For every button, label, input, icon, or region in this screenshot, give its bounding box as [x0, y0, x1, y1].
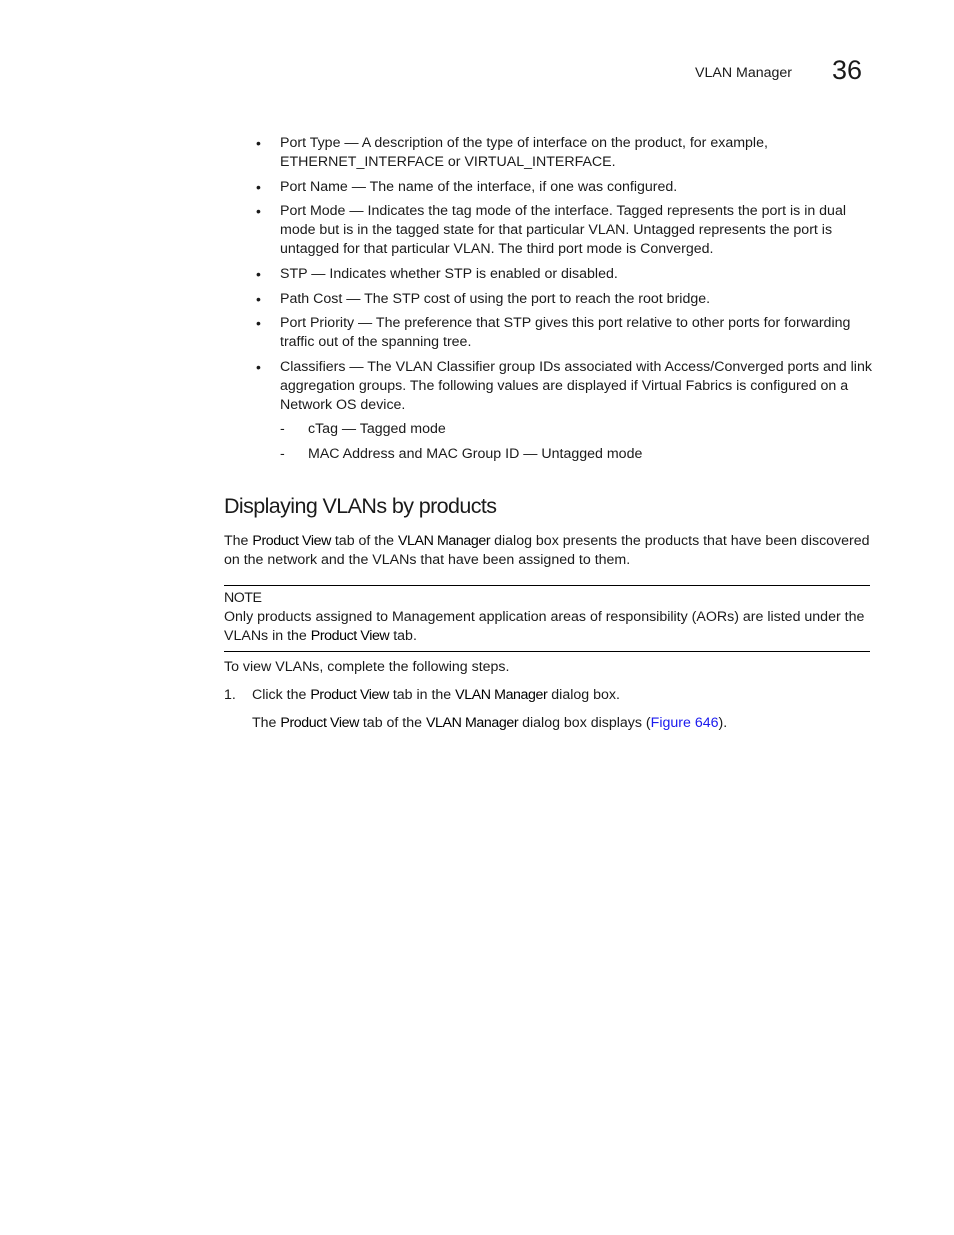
text-run: Only products assigned to Management application areas of responsibility (AORs) are listed under the VLANs in the [224, 608, 865, 644]
text-run: ). [718, 715, 728, 731]
sub-list-item [280, 420, 872, 439]
text-run: tab. [389, 627, 417, 644]
list-item [256, 202, 872, 258]
list-item [256, 178, 872, 197]
note-box [224, 585, 870, 652]
section-heading: Displaying VLANs by products [224, 494, 497, 518]
field-description-list [256, 134, 872, 470]
list-item-text: Classifiers — The VLAN Classifier group IDs associated with Access/Converged ports and link aggregation groups. The following values are displayed if Virtual Fabrics is configured on a Network OS device. [280, 358, 872, 413]
list-item [256, 358, 872, 464]
note-title: NOTE [224, 590, 262, 606]
section-intro [224, 532, 870, 570]
bullet-icon: • [256, 178, 261, 195]
ui-term: VLAN Manager [455, 687, 548, 703]
list-item [256, 314, 872, 352]
figure-link[interactable]: Figure 646 [650, 715, 719, 731]
bullet-icon: • [256, 203, 261, 220]
list-item [256, 290, 872, 309]
bullet-icon: • [256, 290, 261, 307]
sub-list-item [280, 445, 872, 464]
steps-intro: To view VLANs, complete the following steps. [224, 659, 510, 675]
bullet-icon: • [256, 315, 261, 332]
text-run: dialog box. [547, 687, 620, 703]
step-number: 1. [224, 687, 236, 703]
text-run: tab of the [358, 715, 426, 731]
note-text [224, 608, 870, 646]
bullet-icon: • [256, 358, 261, 375]
text-run: Click the [252, 687, 311, 703]
list-item [256, 134, 872, 172]
step-1-result [252, 714, 870, 733]
text-run: tab in the [388, 687, 456, 703]
ui-term: Product View [310, 687, 389, 703]
sub-list-item-text: MAC Address and MAC Group ID — Untagged mode [308, 446, 643, 463]
bullet-icon: • [256, 265, 261, 282]
list-item-text: Port Mode — Indicates the tag mode of the interface. Tagged represents the port is in dual mode but is in the tagged state for that particular VLAN. Untagged represents the port is untagged for that particular VLAN. The third port mode is Converged. [280, 203, 846, 257]
list-item-text: Port Priority — The preference that STP gives this port relative to other ports for forwarding traffic out of the spanning tree. [280, 315, 851, 351]
classifier-values-list [280, 420, 872, 464]
text-run: dialog box presents the products that have been discovered on the network and the VLANs that have been assigned to them. [224, 533, 870, 568]
list-item-text: Port Type — A description of the type of interface on the product, for example, ETHERNET_INTERFACE or VIRTUAL_INTERFACE. [280, 135, 768, 170]
list-item [256, 265, 872, 284]
sub-list-item-text: cTag — Tagged mode [308, 421, 446, 438]
dash-icon: - [280, 446, 285, 463]
running-header: VLAN Manager [695, 65, 792, 81]
text-run: The [252, 715, 281, 731]
list-item-text: Port Name — The name of the interface, if one was configured. [280, 178, 678, 195]
chapter-number: 36 [832, 55, 863, 85]
text-run: dialog box displays ( [518, 715, 651, 731]
ui-term: VLAN Manager [397, 533, 491, 549]
text-run: tab of the [330, 533, 398, 549]
ui-term: Product View [252, 533, 331, 549]
text-run: The [224, 533, 253, 549]
list-item-text: Path Cost — The STP cost of using the port to reach the root bridge. [280, 290, 711, 307]
ui-term: Product View [310, 627, 390, 644]
ui-term: Product View [280, 715, 359, 731]
step-text [252, 686, 620, 705]
list-item-text: STP — Indicates whether STP is enabled or disabled. [280, 265, 618, 282]
dash-icon: - [280, 421, 285, 438]
ui-term: VLAN Manager [425, 715, 519, 731]
bullet-icon: • [256, 135, 261, 151]
